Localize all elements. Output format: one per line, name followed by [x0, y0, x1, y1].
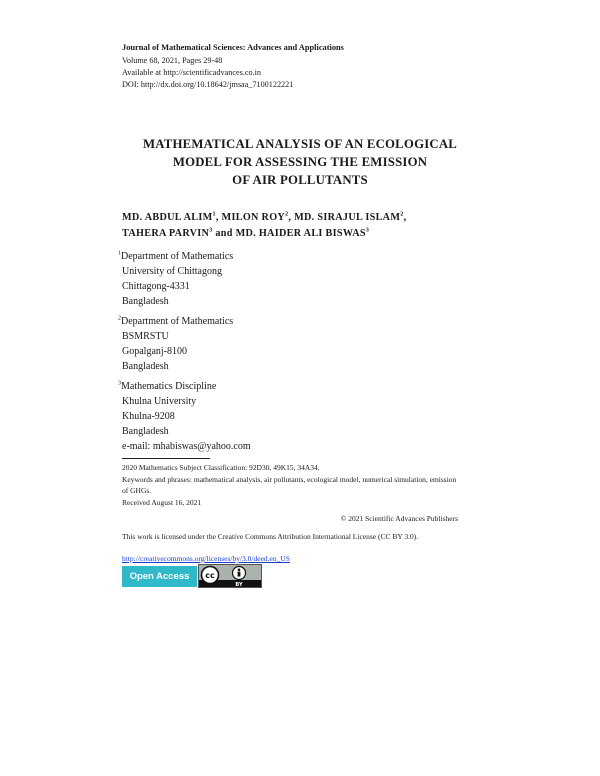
- paper-title-line-1: MATHEMATICAL ANALYSIS OF AN ECOLOGICAL: [142, 137, 458, 151]
- affiliation-line: Khulna-9208: [122, 411, 175, 422]
- open-access-badge[interactable]: Open Access: [122, 566, 197, 587]
- author-name: MILON ROY: [221, 212, 286, 223]
- affiliation-line: Department of Mathematics: [121, 251, 234, 262]
- author-sup: 3: [209, 227, 213, 234]
- author-name: MD. HAIDER ALI BISWAS: [235, 228, 366, 239]
- author-separator: and: [212, 228, 236, 239]
- affiliation-line: Chittagong-4331: [122, 281, 190, 292]
- affiliation-sup: 1: [118, 250, 121, 257]
- affiliation-2: [118, 314, 233, 329]
- copyright: © 2021 Scientific Advances Publishers: [340, 514, 458, 523]
- affiliation-3: [118, 379, 216, 394]
- affiliation-1: [118, 249, 233, 264]
- author-sup: 2: [400, 211, 404, 218]
- journal-availability: Available at http://scientificadvances.co.in: [122, 68, 261, 77]
- affiliation-line: University of Chittagong: [122, 266, 222, 277]
- author-sup: 1: [212, 211, 216, 218]
- msc-classification: 2020 Mathematics Subject Classification: 92D30, 49K15, 34A34.: [122, 463, 320, 472]
- affiliation-line: Bangladesh: [122, 361, 169, 372]
- author-sup: 3: [365, 227, 370, 234]
- affiliation-sup: 2: [118, 315, 121, 322]
- license-text: This work is licensed under the Creative Commons Attribution International License (CC BY 3.0).: [122, 532, 419, 541]
- author-line-2: [122, 228, 369, 239]
- paper-title-line-2: MODEL FOR ASSESSING THE EMISSION: [172, 155, 428, 169]
- affiliation-line: Gopalganj-8100: [122, 346, 187, 357]
- email[interactable]: e-mail: mhabiswas@yahoo.com: [122, 441, 251, 452]
- affiliation-line: Bangladesh: [122, 296, 169, 307]
- author-line-1: [122, 212, 406, 223]
- author-name: TAHERA PARVIN: [122, 228, 210, 239]
- affiliation-line: Khulna University: [122, 396, 197, 407]
- author-separator: ,: [215, 212, 222, 223]
- paper-title-line-3: OF AIR POLLUTANTS: [232, 173, 368, 187]
- received-date: Received August 16, 2021: [122, 498, 202, 507]
- author-name: MD. SIRAJUL ISLAM: [294, 212, 401, 223]
- cc-by-icon: [199, 565, 261, 587]
- journal-volume: Volume 68, 2021, Pages 29-48: [122, 56, 223, 65]
- affiliation-sup: 3: [118, 380, 121, 387]
- author-name: MD. ABDUL ALIM: [122, 212, 213, 223]
- affiliation-line: Mathematics Discipline: [121, 381, 217, 392]
- license-link[interactable]: http://creativecommons.org/licenses/by/3.0/deed.en_US: [122, 554, 290, 563]
- author-separator: ,: [403, 212, 407, 223]
- cc-by-license-badge[interactable]: [198, 564, 262, 588]
- keywords: Keywords and phrases: mathematical analysis, air pollutants, ecological model, numerical simulation, emission of GHGs.: [122, 475, 457, 496]
- affiliation-line: BSMRSTU: [122, 331, 169, 342]
- affiliation-line: Bangladesh: [122, 426, 169, 437]
- journal-name: Journal of Mathematical Sciences: Advances and Applications: [122, 43, 344, 52]
- by-label: BY: [235, 582, 243, 587]
- footnote-divider: [122, 458, 210, 459]
- journal-doi: DOI: http://dx.doi.org/10.18642/jmsaa_7100122221: [122, 80, 294, 89]
- author-separator: ,: [288, 212, 295, 223]
- affiliation-line: Department of Mathematics: [121, 316, 234, 327]
- author-sup: 2: [285, 211, 289, 218]
- cc-label: cc: [205, 571, 215, 580]
